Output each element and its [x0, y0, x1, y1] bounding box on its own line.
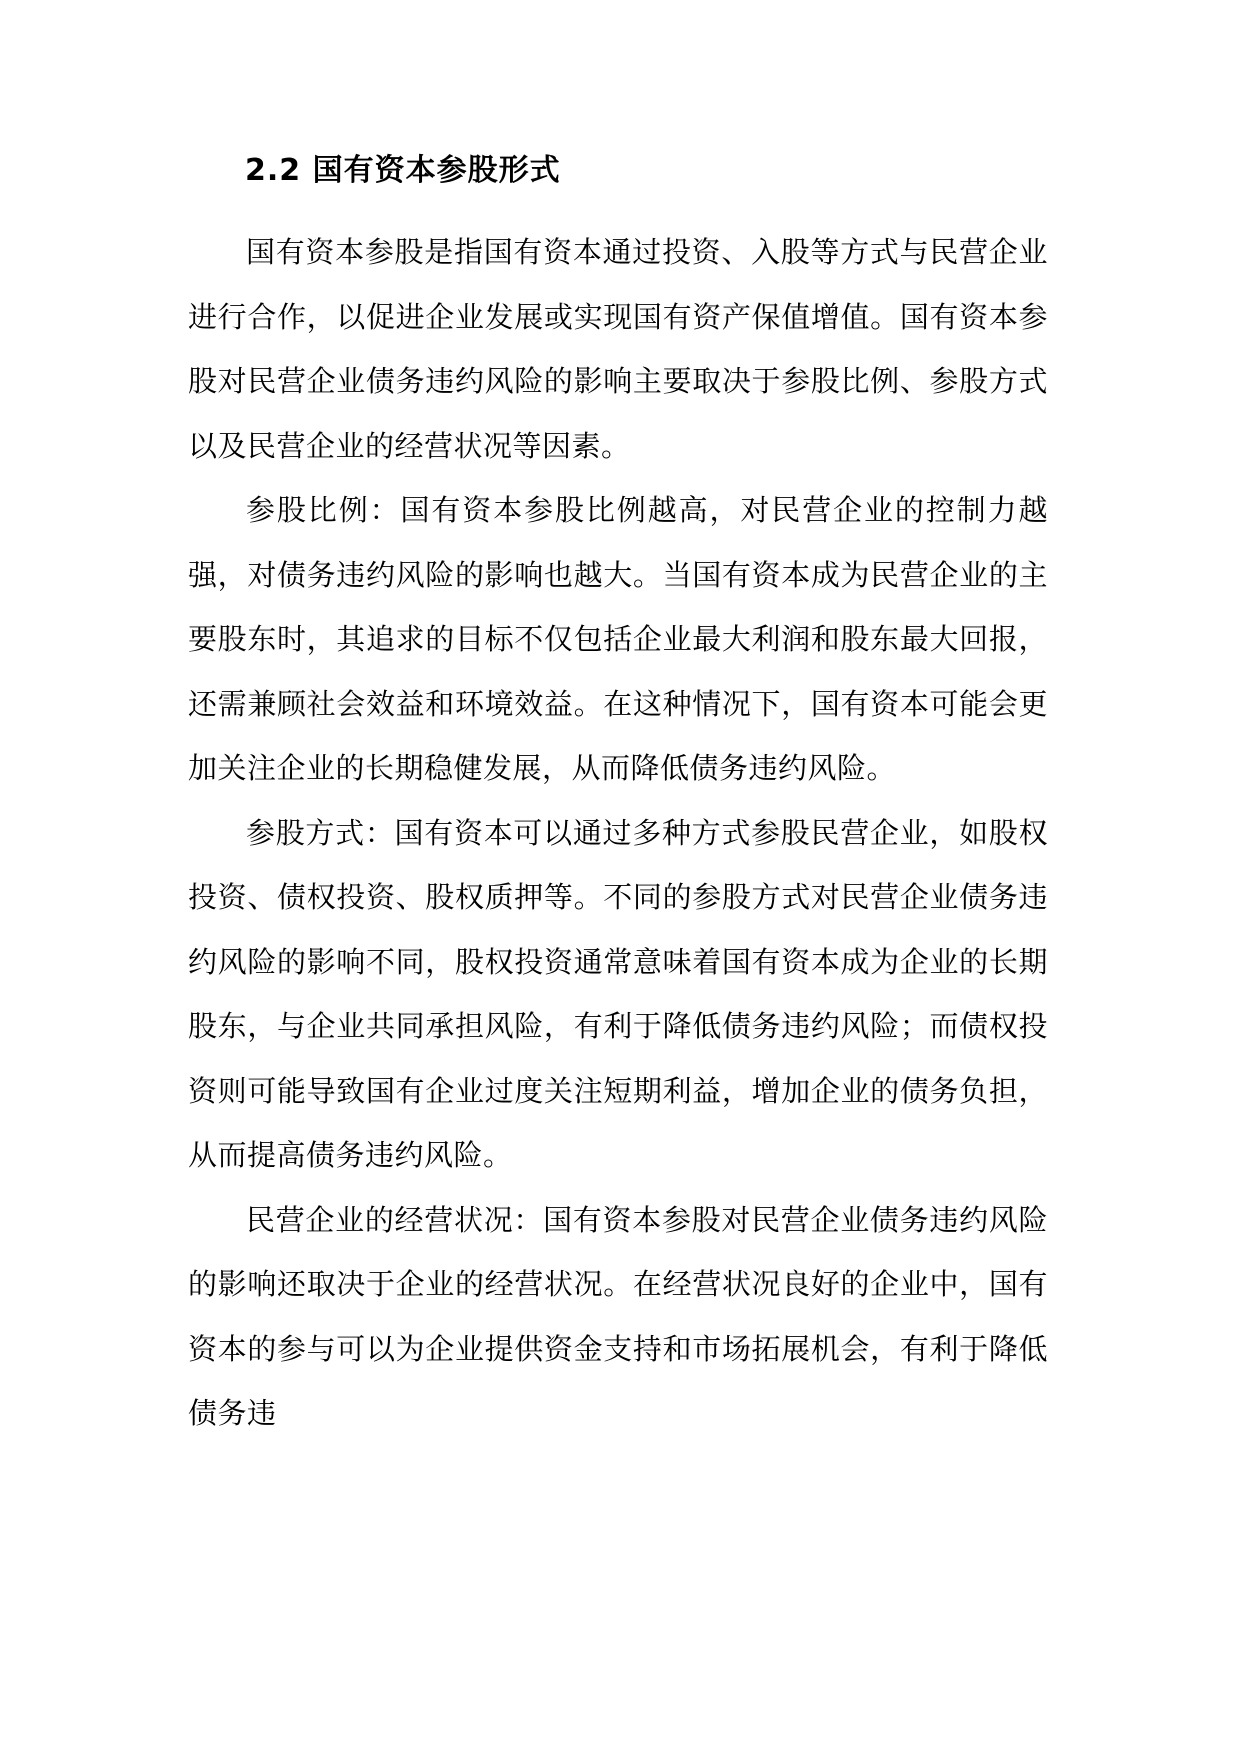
paragraph-share-ratio: 参股比例：国有资本参股比例越高，对民营企业的控制力越强，对债务违约风险的影响也越大。当国有资本成为民营企业的主要股东时，其追求的目标不仅包括企业最大利润和股东最大回报，还需兼顾社会效益和环境效益。在这种情况下，国有资本可能会更加关注企业的长期稳健发展，从而降低债务违约风险。 [188, 493, 1048, 785]
body-text [188, 220, 1048, 1446]
section-heading: 2.2 国有资本参股形式 [245, 153, 561, 188]
paragraph-share-method: 参股方式：国有资本可以通过多种方式参股民营企业，如股权投资、债权投资、股权质押等。不同的参股方式对民营企业债务违约风险的影响不同，股权投资通常意味着国有资本成为企业的长期股东，与企业共同承担风险，有利于降低债务违约风险；而债权投资则可能导致国有企业过度关注短期利益，增加企业的债务负担，从而提高债务违约风险。 [188, 815, 1048, 1172]
paragraph-intro: 国有资本参股是指国有资本通过投资、入股等方式与民营企业进行合作，以促进企业发展或实现国有资产保值增值。国有资本参股对民营企业债务违约风险的影响主要取决于参股比例、参股方式以及民营企业的经营状况等因素。 [188, 235, 1048, 463]
paragraph-operating-status: 民营企业的经营状况：国有资本参股对民营企业债务违约风险的影响还取决于企业的经营状况。在经营状况良好的企业中，国有资本的参与可以为企业提供资金支持和市场拓展机会，有利于降低债务违 [188, 1202, 1048, 1430]
